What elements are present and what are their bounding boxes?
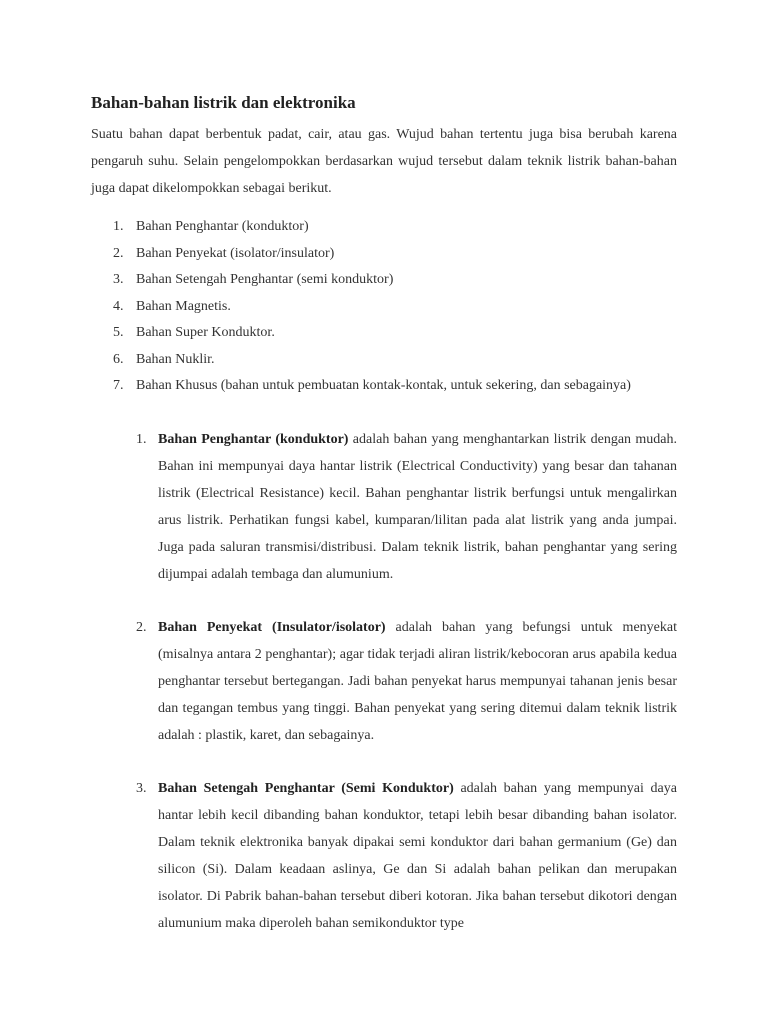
category-item — [91, 214, 691, 241]
category-item — [91, 241, 691, 268]
definition-number: 3. — [136, 781, 147, 796]
category-item — [91, 320, 691, 347]
definition-body — [158, 614, 677, 749]
category-number: 6. — [113, 351, 124, 367]
category-list — [91, 214, 691, 400]
definition-term: Bahan Setengah Penghantar (Semi Konduktor) — [158, 781, 454, 796]
definition-number: 1. — [136, 432, 147, 447]
category-number: 5. — [113, 325, 124, 340]
category-number: 1. — [113, 219, 124, 234]
definition-text: adalah bahan yang mempunyai daya hantar lebih kecil dibanding bahan konduktor, tetapi lebih besar dibanding bahan isolator. Dalam teknik elektronika banyak dipakai semi konduktor dari bahan germanium (Ge) dan silicon (Si). Dalam keadaan aslinya, Ge dan Si adalah bahan pelikan dan merupakan isolator. Di Pabrik bahan-bahan tersebut diberi kotoran. Jika bahan tersebut dikotori dengan alumunium maka diperoleh bahan semikonduktor type — [158, 781, 677, 931]
category-text: Bahan Setengah Penghantar (semi konduktor) — [136, 272, 394, 287]
definition-term: Bahan Penghantar (konduktor) — [158, 432, 349, 447]
category-text: Bahan Penyekat (isolator/insulator) — [136, 245, 335, 261]
definition-number: 2. — [136, 620, 147, 635]
category-text: Bahan Magnetis. — [136, 298, 231, 314]
category-text: Bahan Nuklir. — [136, 351, 215, 367]
category-text: Bahan Penghantar (konduktor) — [136, 219, 309, 234]
category-item — [91, 373, 691, 400]
definition-body — [158, 775, 677, 937]
definition-item — [91, 775, 691, 937]
category-text: Bahan Super Konduktor. — [136, 325, 275, 340]
definition-item — [91, 426, 691, 588]
definition-text: adalah bahan yang befungsi untuk menyekat (misalnya antara 2 penghantar); agar tidak terjadi aliran listrik/kebocoran arus apabila kedua penghantar tersebut bertegangan. Jadi bahan penyekat harus mempunyai tahanan jenis besar dan tegangan tembus yang tinggi. Bahan penyekat yang sering ditemui dalam teknik listrik adalah : plastik, karet, dan sebagainya. — [158, 620, 677, 743]
definition-body — [158, 426, 677, 588]
definition-term: Bahan Penyekat (Insulator/isolator) — [158, 620, 386, 635]
category-item — [91, 267, 691, 294]
intro-paragraph: Suatu bahan dapat berbentuk padat, cair, atau gas. Wujud bahan tertentu juga bisa berubah karena pengaruh suhu. Selain pengelompokkan berdasarkan wujud tersebut dalam teknik listrik bahan-bahan juga dapat dikelompokkan sebagai berikut. — [91, 127, 677, 196]
definition-item — [91, 614, 691, 749]
category-number: 3. — [113, 272, 124, 287]
category-item — [91, 347, 691, 374]
category-text: Bahan Khusus (bahan untuk pembuatan kontak-kontak, untuk sekering, dan sebagainya) — [136, 378, 631, 393]
category-number: 4. — [113, 298, 124, 314]
definition-text: adalah bahan yang menghantarkan listrik dengan mudah. Bahan ini mempunyai daya hantar listrik (Electrical Conductivity) yang besar dan tahanan listrik (Electrical Resistance) kecil. Bahan penghantar listrik berfungsi untuk mengalirkan arus listrik. Perhatikan fungsi kabel, kumparan/lilitan pada alat listrik yang anda jumpai. Juga pada saluran transmisi/distribusi. Dalam teknik listrik, bahan penghantar yang sering dijumpai adalah tembaga dan alumunium. — [158, 432, 677, 582]
category-item — [91, 294, 691, 321]
document-title: Bahan-bahan listrik dan elektronika — [91, 93, 356, 112]
category-number: 7. — [113, 378, 124, 393]
category-number: 2. — [113, 245, 124, 261]
definition-list — [91, 426, 691, 937]
